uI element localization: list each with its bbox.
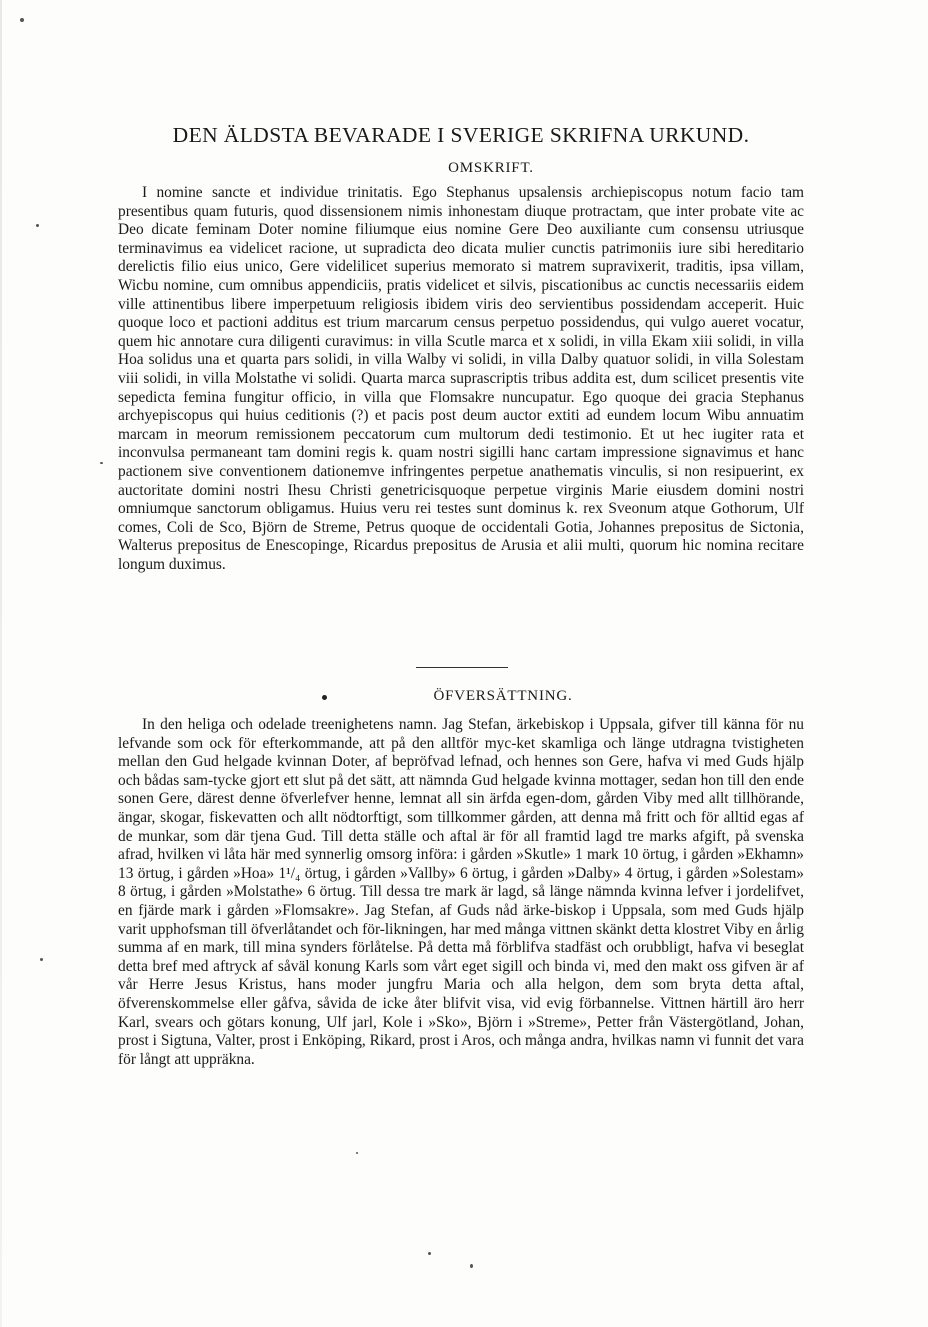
section-heading-translation: ÖFVERSÄTTNING.	[433, 688, 573, 704]
scan-speck	[470, 1264, 473, 1268]
scan-speck	[428, 1252, 431, 1255]
scan-speck	[40, 958, 43, 961]
scan-speck	[356, 1152, 358, 1154]
section-divider	[416, 667, 508, 668]
latin-transcription-paragraph: I nomine sancte et individue trinitatis. Ego Stephanus upsalensis archiepiscopus notum facio tam presentibus quam futuris, quod dissensionem nimis inhonestam diuque protractam, que inter probate vite ac Deo dicate feminam Doter nomine filiumque eius nomine Gere Deo auxiliante cum consensu utriusque terminavimus ea videlicet racione, ut supradicta deo dicata mulier cunctis patrimoniis iure sibi hereditario derelictis filio eius unico, Gere videlilicet superius memorato si matrem supravixerit, traditis, ipsa villam, Wicbu nomine, cum omnibus appendiciis, pratis videlicet et silvis, piscationibus ac cunctis necessariis eidem ville attinentibus libere imperpetuum religiosis ibidem viris deo servientibus possidendam acceperit. Huic quoque loco et pactioni additus est trium marcarum census perpetuo possidendus, qui vulgo aueret vocatur, quem hic annotare cura diligenti curavimus: in villa Scutle marca et x solidi, in villa Ekam xiii solidi, in villa Hoa solidus una et quarta pars solidi, in villa Walby vi solidi, in villa Dalby quatuor solidi, in villa Solestam viii solidi, in villa Molstathe vi solidi. Quarta marca suprascriptis tribus addita est, dum scilicet presentis vite sepedicta femina fungitur officio, in villa que Flomsakre nuncupatur. Ego quoque dei gracia Stephanus archyepiscopus qui huius ceditionis (?) et pacis post deum auctor extiti ad eundem locum Wibu annuatim marcam in meorum remissionem peccatorum cum multorum dedi testimonio. Et ut hec iugiter rata et inconvulsa permaneant tam domini regis k. quam nostri sigilli hanc cartam impressione signavimus et hanc pactionem sive conventionem dationemve infringentes perpetue anathematis vinculis, si non resipuerint, ex auctoritate domini nostri Ihesu Christi genetricisquoque perpetue virginis Marie eiusdem domini nostri omniumque sanctorum obligamus. Huius veru rei testes sunt dominus k. rex Sveonum atque Gothorum, Ulf comes, Coli de Sco, Björn de Streme, Petrus quoque de occidentali Gotia, Johannes prepositus de Sictonia, Walterus prepositus de Enescopinge, Ricardus prepositus de Arusia et alii multi, quorum hic nomina recitare longum duximus.	[118, 184, 804, 573]
scan-speck	[20, 18, 24, 22]
page-edge-shadow	[0, 0, 2, 1327]
swedish-translation-paragraph: In den heliga och odelade treenighetens namn. Jag Stefan, ärkebiskop i Uppsala, gifver till känna för nu lefvande som ock för efterkommande, att på den alltför myc-ket skamliga och länge utdragna tvistigheten mellan den Gud helgade kvinnan Doter, af bepröfvad lefnad, och hennes son Gere, hafva vi med Guds hjälp och bådas sam-tycke gjort ett slut på det sätt, att nämnda Gud helgade kvinna mottager, sedan hon till den ende sonen Gere, därest denne öfverlefver henne, lemnat all sin ärfda egen-dom, gården Viby med allt tillhörande, ängar, skogar, fiskevatten och allt nödtorftigt, som tillkommer gården, att denna må fritt och för alltid egas af de munkar, som där tjena Gud. Till detta ställe och aftal är för all framtid lagd tre marks afgift, på svenska afrad, hvilken vi låta här med synnerlig omsorg införa: i gården »Skutle» 1 mark 10 örtug, i gården »Ekhamn» 13 örtug, i gården »Hoa» 1¹/₄ örtug, i gården »Vallby» 6 örtug, i gården »Dalby» 4 örtug, i gården »Solestam» 8 örtug, i gården »Molstathe» 6 örtug. Till dessa tre mark är lagd, så länge nämnda kvinna lefver i jordelifvet, en fjärde mark i gården »Flomsakre». Jag Stefan, af Guds nåd ärke-biskop i Uppsala, som med Guds hjälp varit upphofsman till öfverlåtandet och för-likningen, har med många vittnen skänkt detta klostret Viby en årlig summa af en mark, till mina synders förlåtelse. På detta må förblifva stadfäst och orubbligt, hafva vi beseglat detta bref med aftryck af såväl konung Karls som vårt eget sigill och binda vi, med den makt oss gifven är af vår Herre Jesus Kristus, hans moder jungfru Maria och alla helgon, dem som bryta detta aftal, öfverenskommelse eller gåfva, såvida de icke åter blifvit visa, vid evig förbannelse. Vittnen härtill äro herr Karl, svears och götars konung, Ulf jarl, Kole i »Sko», Björn i »Streme», Petter från Västergötland, Johan, prost i Sigtuna, Valter, prost i Enköping, Rikard, prost i Aros, och många andra, hvilkas namn vi funnit det vara för långt att uppräkna.	[118, 716, 804, 1068]
scan-speck	[36, 224, 39, 227]
section-heading-transcription: OMSKRIFT.	[448, 160, 534, 176]
document-title: DEN ÄLDSTA BEVARADE I SVERIGE SKRIFNA URKUND.	[172, 123, 750, 147]
scan-speck	[100, 462, 103, 464]
